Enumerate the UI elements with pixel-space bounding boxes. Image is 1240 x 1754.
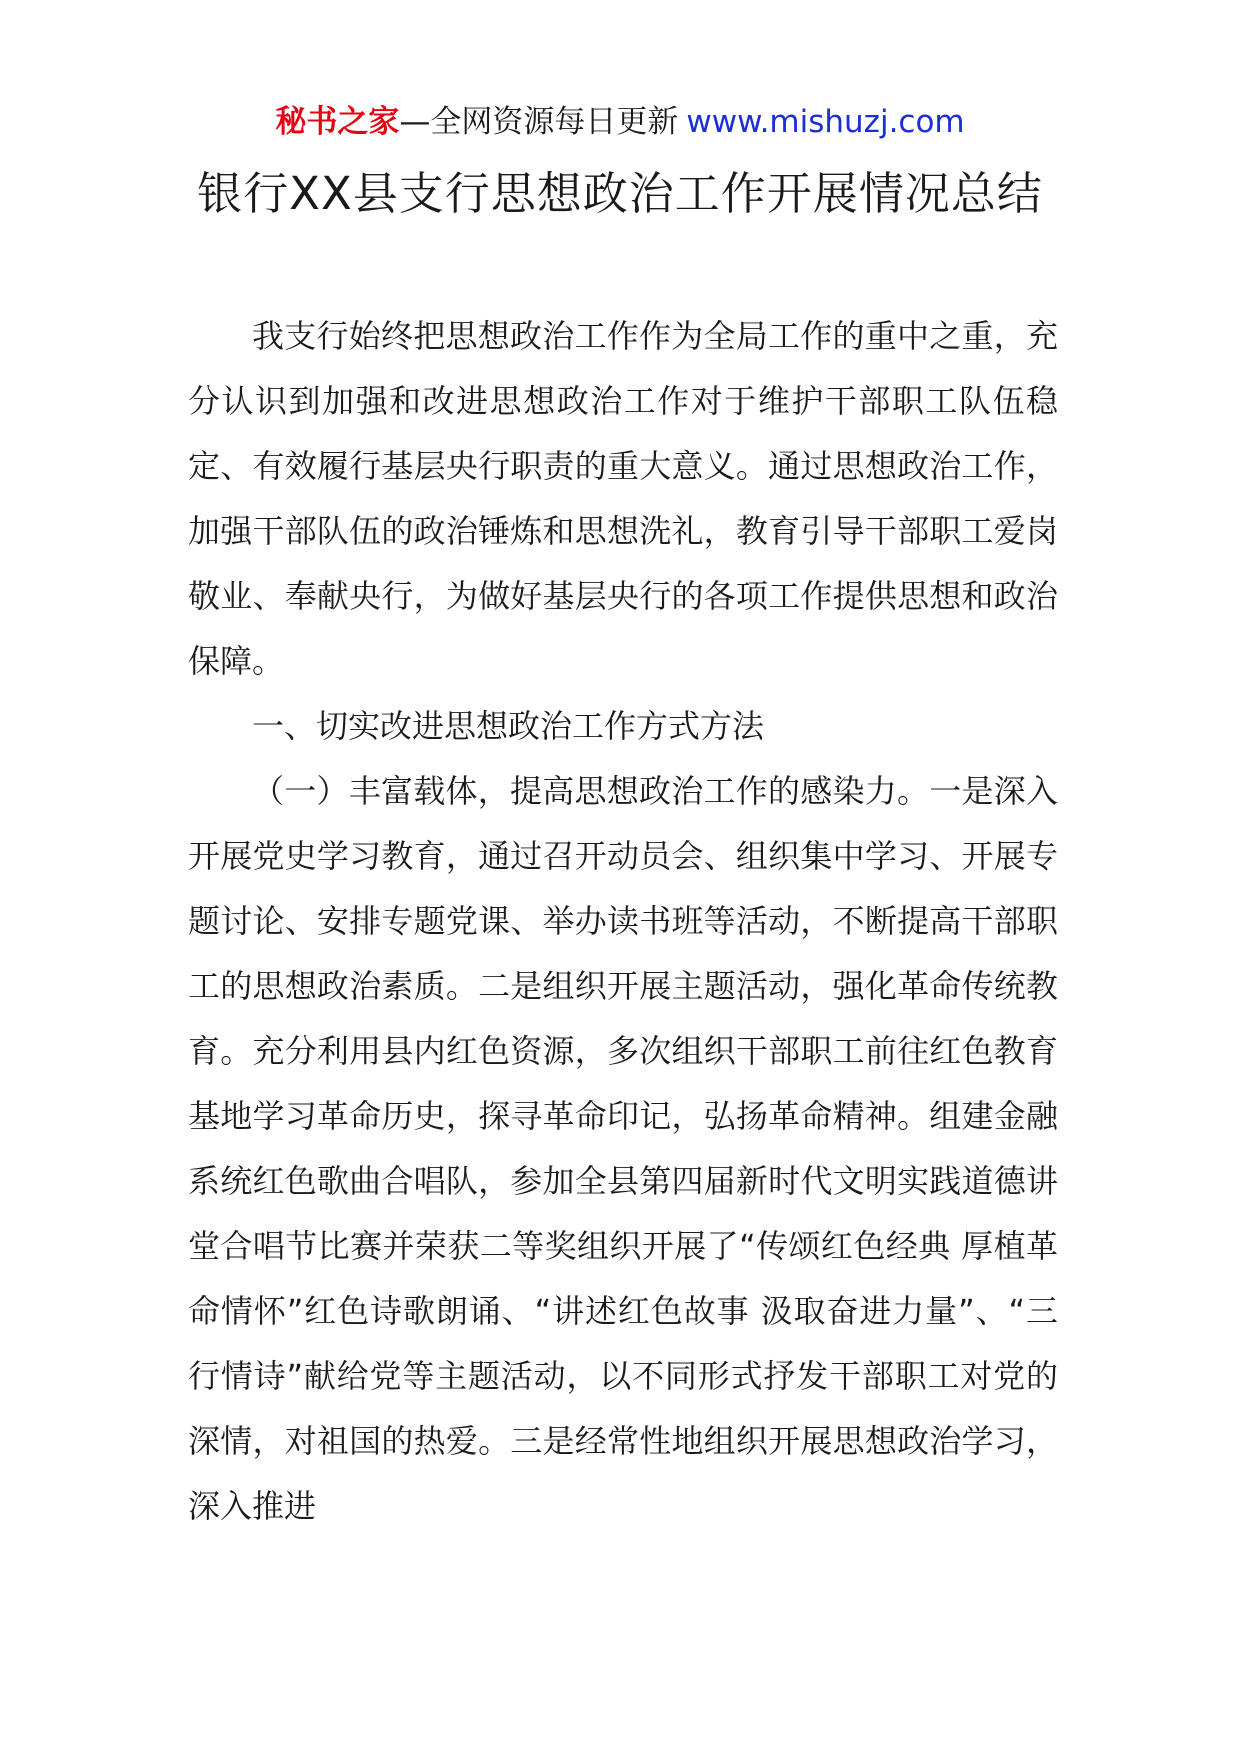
subsection-paragraph: （一）丰富载体，提高思想政治工作的感染力。一是深入开展党史学习教育，通过召开动员会、组织集中学习、开展专题讨论、安排专题党课、举办读书班等活动，不断提高干部职工的思想政治素质。二是组织开展主题活动，强化革命传统教育。充分利用县内红色资源，多次组织干部职工前往红色教育基地学习革命历史，探寻革命印记，弘扬革命精神。组建金融系统红色歌曲合唱队，参加全县第四届新时代文明实践道德讲堂合唱节比赛并荣获二等奖组织开展了“传颂红色经典 厚植革命情怀”红色诗歌朗诵、“讲述红色故事 汲取奋进力量”、“三行情诗”献给党等主题活动，以不同形式抒发干部职工对党的深情，对祖国的热爱。三是经常性地组织开展思想政治学习，深入推进 [188,772,1058,1525]
document-body [188,304,1058,1539]
intro-paragraph: 我支行始终把思想政治工作作为全局工作的重中之重，充分认识到加强和改进思想政治工作对于维护干部职工队伍稳定、有效履行基层央行职责的重大意义。通过思想政治工作，加强干部队伍的政治锤炼和思想洗礼，教育引导干部职工爱岗敬业、奉献央行，为做好基层央行的各项工作提供思想和政治保障。 [188,317,1058,680]
brand-name: 秘书之家 [275,104,400,140]
site-header [0,100,1240,144]
document-title: 银行XX县支行思想政治工作开展情况总结 [197,167,1043,220]
header-slogan: —全网资源每日更新 [399,104,679,140]
section-heading: 一、切实改进思想政治工作方式方法 [252,707,765,745]
site-url-link[interactable]: www.mishuzj.com [686,104,965,140]
